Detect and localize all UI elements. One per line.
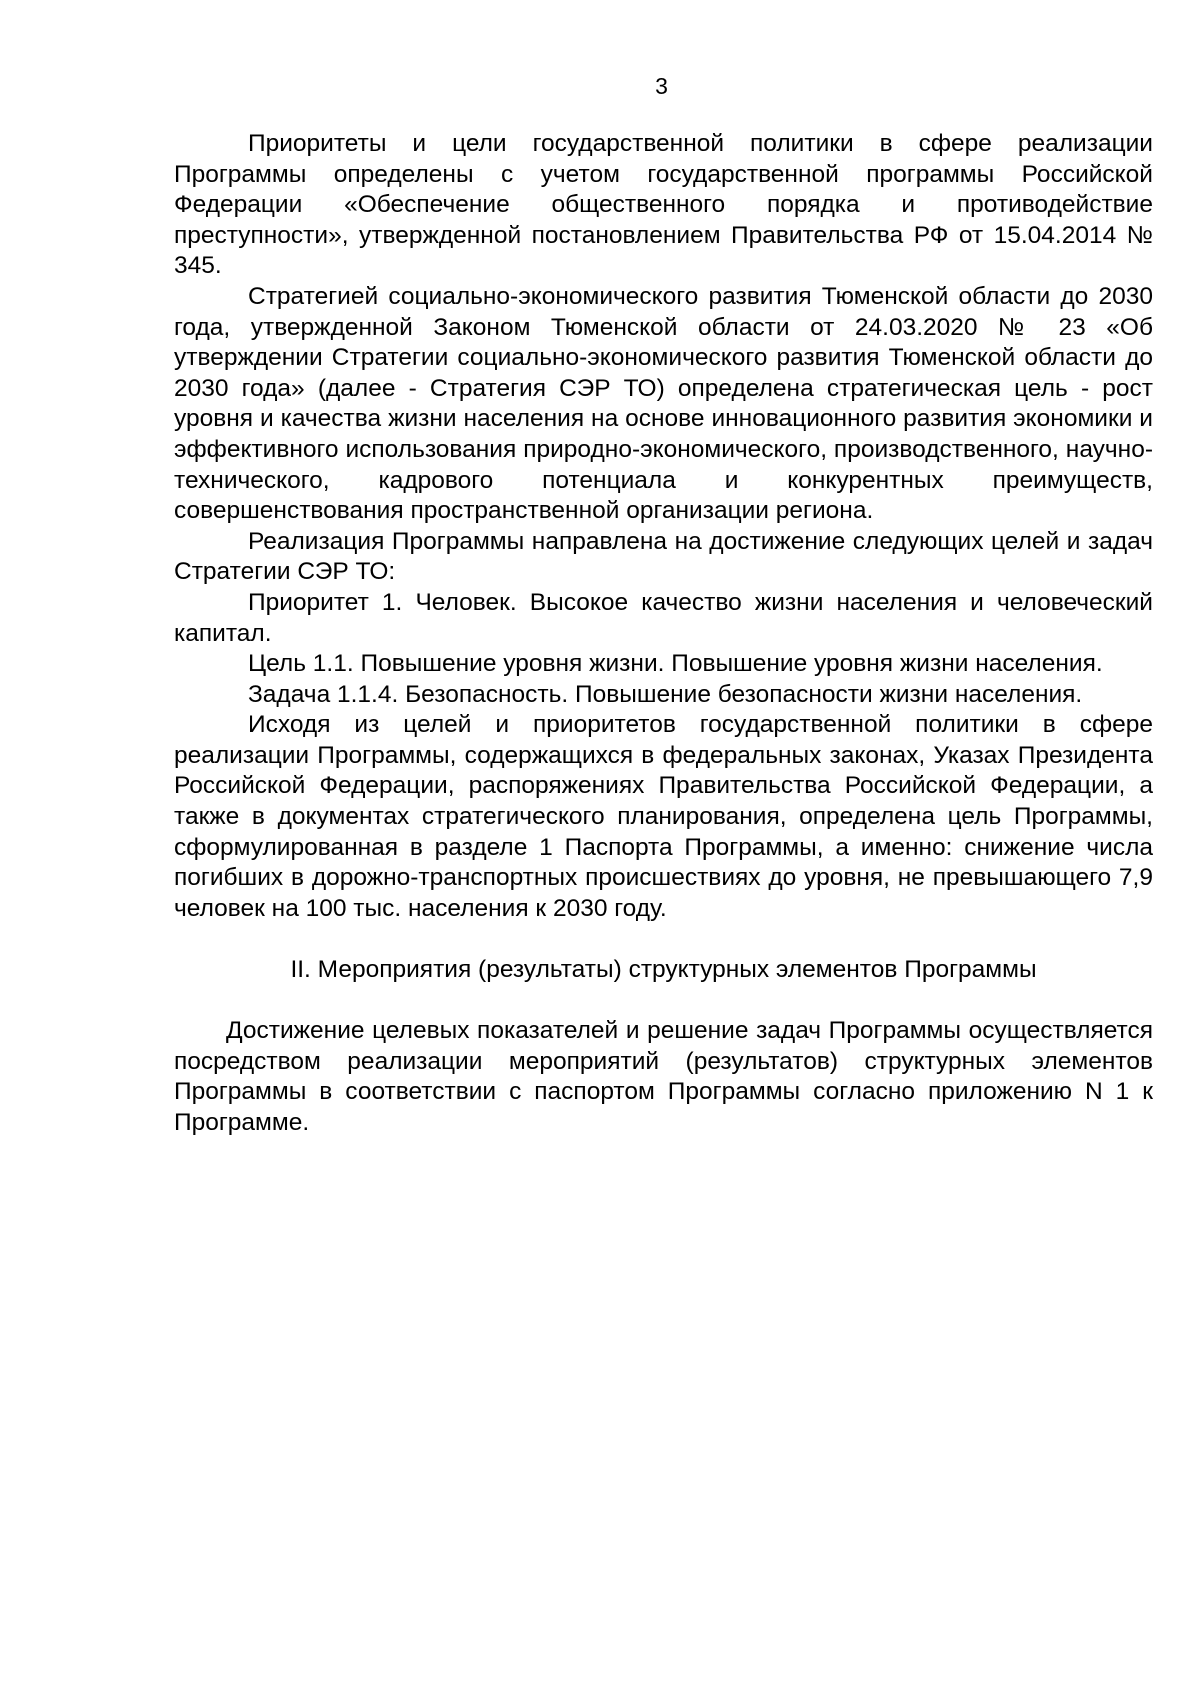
paragraph-program-goal: Исходя из целей и приоритетов государственной политики в сфере реализации Программы, содержащихся в федеральных законах, Указах Президента Российской Федерации, распоряжениях Правительства Российской Федерации, а также в документах стратегического планирования, определена цель Программы, сформулированная в разделе 1 Паспорта Программы, а именно: снижение числа погибших в дорожно-транспортных происшествиях до уровня, не превышающего 7,9 человек на 100 тыс. населения к 2030 году. [174, 711, 1153, 922]
paragraph-priority-1: Приоритет 1. Человек. Высокое качество жизни населения и человеческий капитал. [174, 588, 1153, 647]
section-heading: II. Мероприятия (результаты) структурных элементов Программы [290, 956, 1037, 984]
document-body [174, 129, 1153, 1138]
paragraph-strategy: Стратегией социально-экономического развития Тюменской области до 2030 года, утвержденной Законом Тюменской области от 24.03.2020 № 23 «Об утверждении Стратегии социально-экономического развития Тюменской области до 2030 года» (далее - Стратегия СЭР ТО) определена стратегическая цель - рост уровня и качества жизни населения на основе инновационного развития экономики и эффективного использования природно-экономического, производственного, научно-технического, кадрового потенциала и конкурентных преимуществ, совершенствования пространственной организации региона. [174, 282, 1153, 525]
paragraph-task-1-1-4: Задача 1.1.4. Безопасность. Повышение безопасности жизни населения. [248, 680, 1083, 708]
paragraph-implementation: Реализация Программы направлена на достижение следующих целей и задач Стратегии СЭР ТО: [174, 527, 1153, 586]
paragraph-section-body: Достижение целевых показателей и решение задач Программы осуществляется посредством реализации мероприятий (результатов) структурных элементов Программы в соответствии с паспортом Программы согласно приложению N 1 к Программе. [174, 1017, 1153, 1136]
paragraph-priorities: Приоритеты и цели государственной политики в сфере реализации Программы определены с учетом государственной программы Российской Федерации «Обеспечение общественного порядка и противодействие преступности», утвержденной постановлением Правительства РФ от 15.04.2014 № 345. [174, 130, 1153, 280]
page-number: 3 [655, 73, 668, 99]
paragraph-goal-1-1: Цель 1.1. Повышение уровня жизни. Повышение уровня жизни населения. [248, 650, 1103, 678]
